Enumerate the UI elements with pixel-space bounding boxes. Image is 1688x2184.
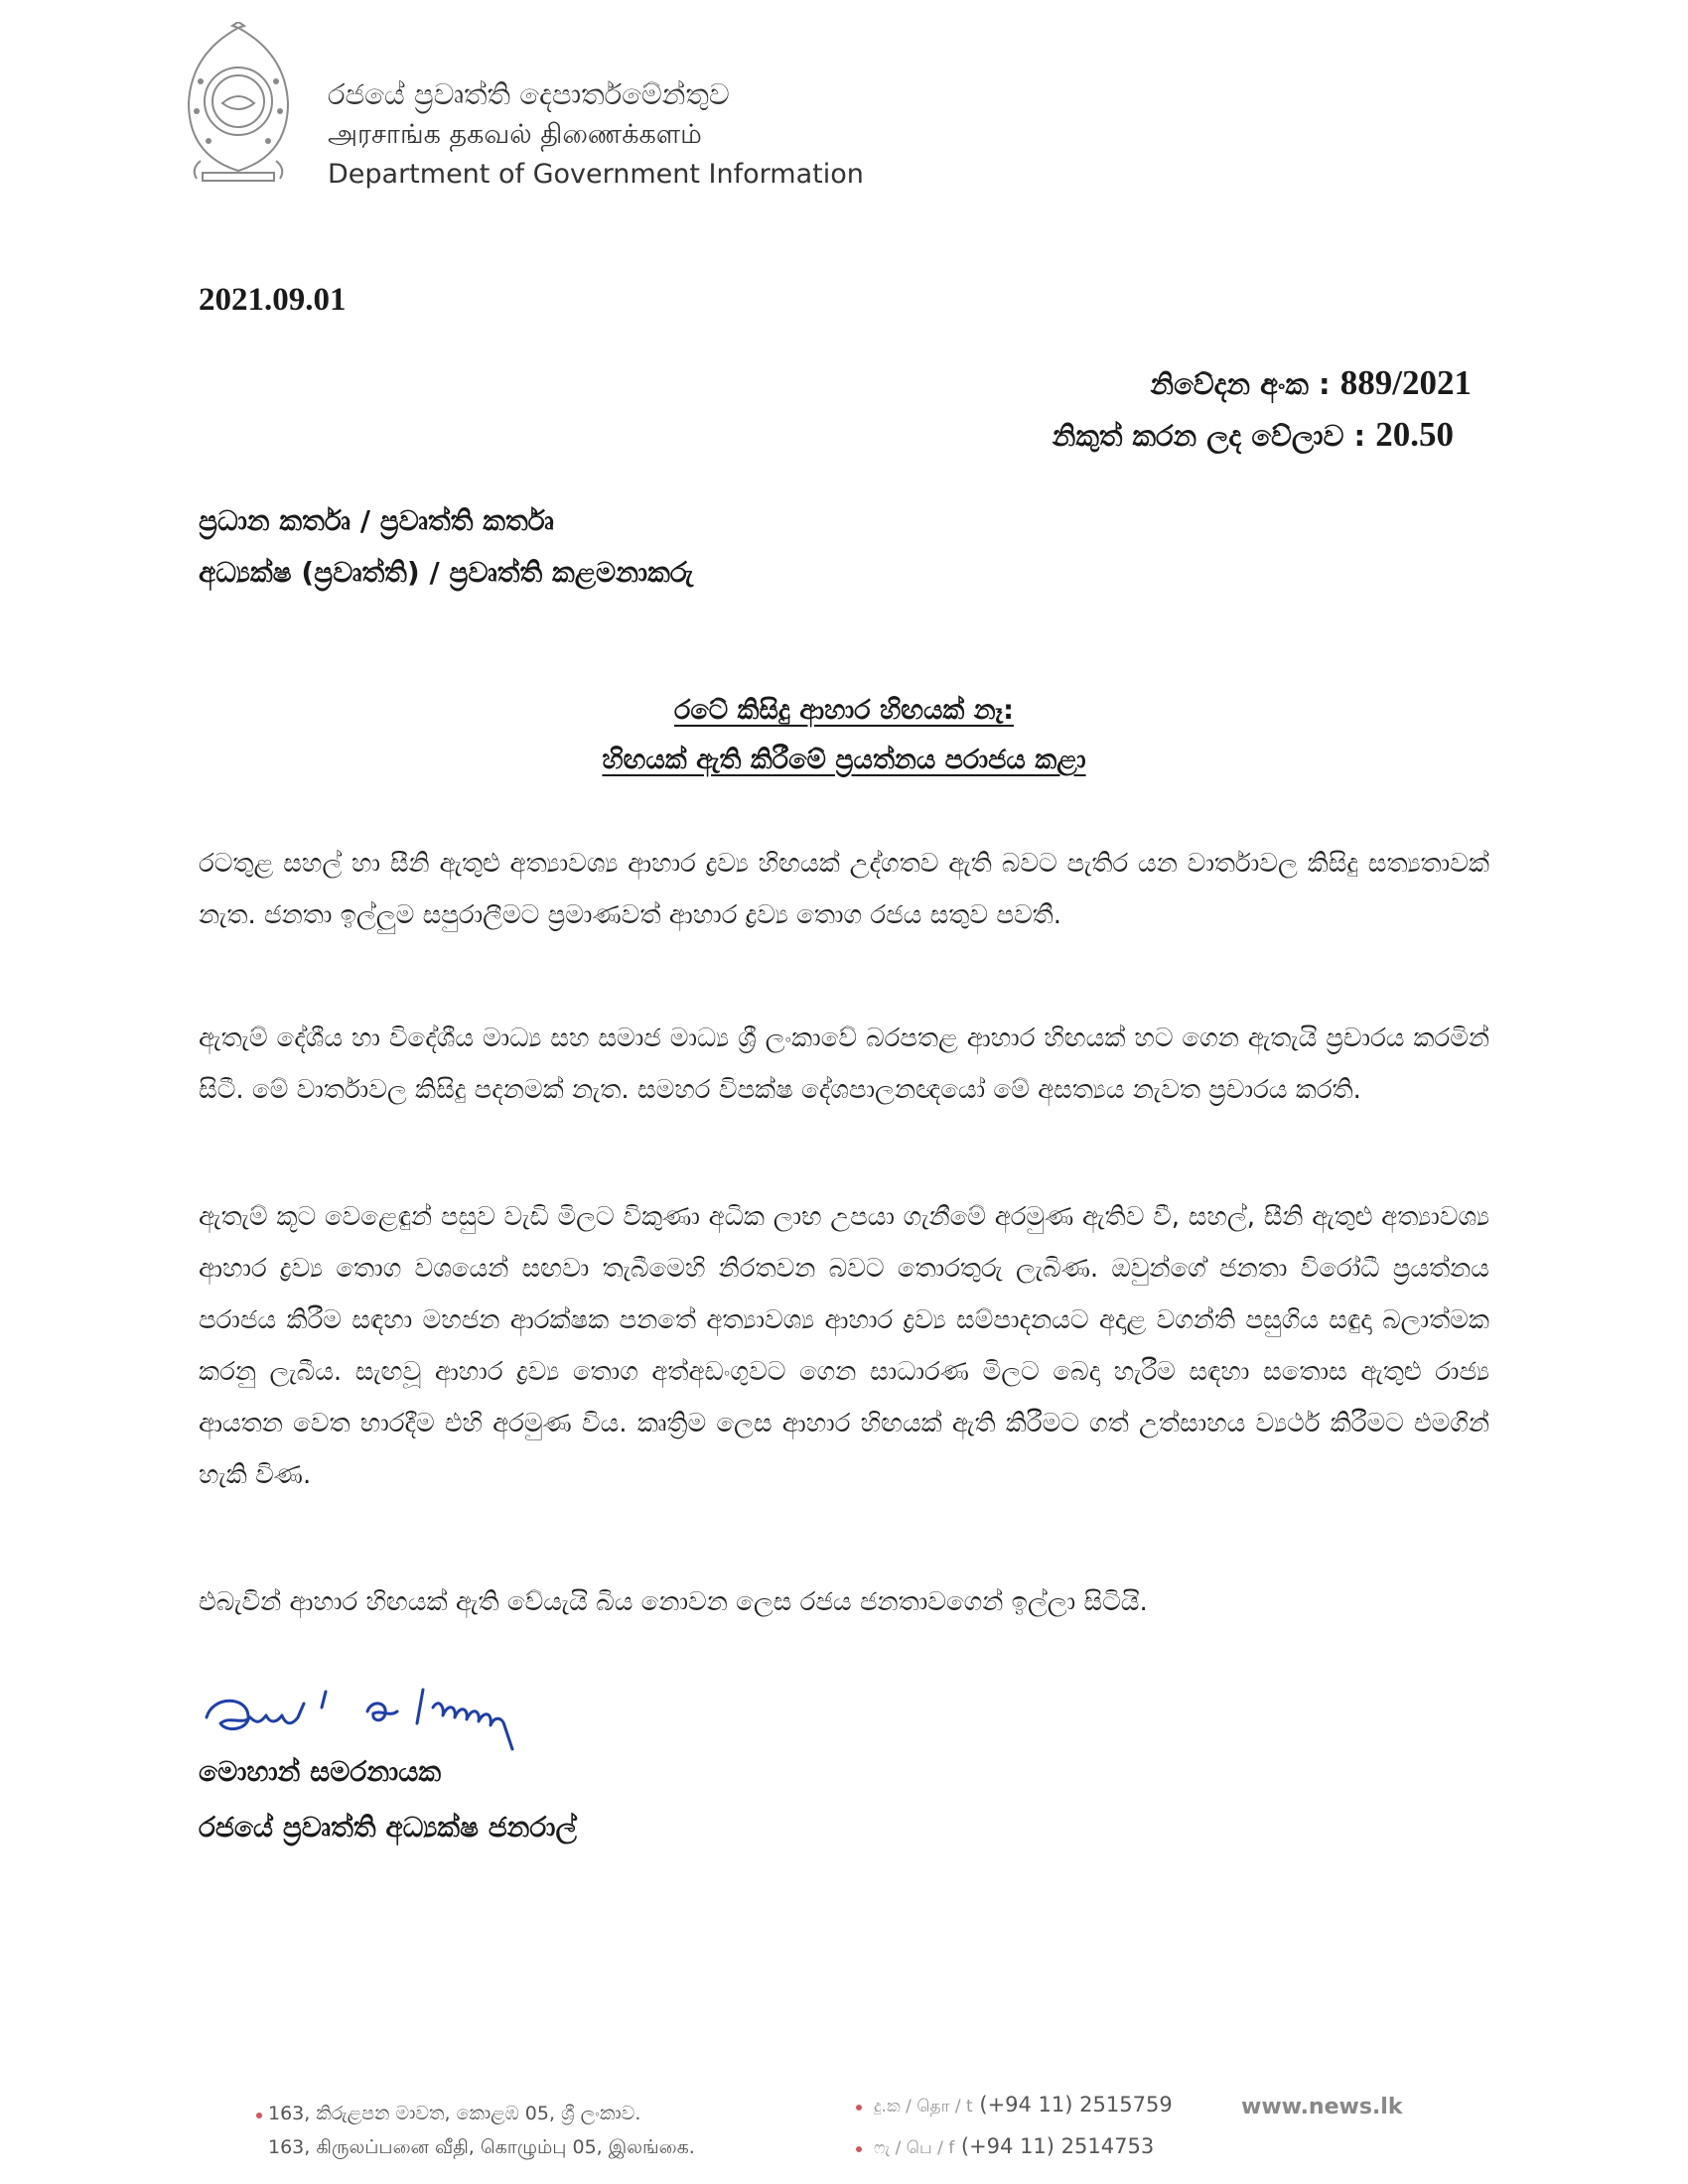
body-paragraph-3: ඇතැම් කූට වෙළෙඳුන් පසුව වැඩි මිලට විකුණා අධික ලාභ උපයා ගැනීමේ අරමුණ ඇතිව වී, සහල්, සීනි ඇතුළු අත්‍යාවශ්‍ය ආහාර ද්‍රව්‍ය තොග වශයෙන් සඟවා තැබීමෙහි නිරතවන බවට තොරතුරු ලැබිණ. ඔවුන්ගේ ජනතා විරෝධී ප්‍රයත්නය පරාජය කිරීම සඳහා මහජන ආරක්ෂක පනතේ අත්‍යාවශ්‍ය ආහාර ද්‍රව්‍ය සම්පාදනයට අදාළ වගන්ති පසුගිය සඳුදා බලාත්මක කරනු ලැබීය. සැඟවූ ආහාර ද්‍රව්‍ය තොග අත්අඩංගුවට ගෙන සාධාරණ මිලට බෙදා හැරීම සඳහා සතොස ඇතුළු රාජ්‍ය ආයතන වෙත භාරදීම එහි අරමුණ විය. කෘත්‍රිම ලෙස ආහාර හිඟයක් ඇති කිරීමට ගත් උත්සාහය ව්‍යර්ථ කිරීමට එමගින් හැකි විණ.: [199, 1202, 1489, 1490]
release-number: 889/2021: [1339, 363, 1472, 402]
body-paragraph-4: එබැවින් ආහාර හිඟයක් ඇති වේයැයි බිය නොවන ලෙස රජය ජනතාවගෙන් ඉල්ලා සිටියි.: [199, 1587, 1148, 1617]
footer-bullet-icon: [856, 2146, 862, 2152]
department-name-sinhala: රජයේ ප්‍රවෘත්ති දෙපාර්තමේන්තුව: [328, 77, 730, 111]
sri-lanka-emblem-logo: [179, 22, 298, 191]
release-date: 2021.09.01: [199, 282, 347, 318]
footer-fax: [874, 2134, 1154, 2160]
issue-time-line: [1053, 415, 1454, 455]
footer-website-link[interactable]: www.news.lk: [1241, 2095, 1403, 2119]
release-number-label: නිවේදන අංක :: [1150, 367, 1331, 401]
fax-number: (+94 11) 2514753: [960, 2134, 1155, 2158]
phone-number: (+94 11) 2515759: [979, 2093, 1173, 2116]
headline-line-2: හිඟයක් ඇති කිරීමේ ප්‍රයත්නය පරාජය කළා: [602, 745, 1086, 775]
footer-bullet-icon: [256, 2113, 262, 2118]
addressee-line-2: අධ්‍යක්ෂ (ප්‍රවෘත්ති) / ප්‍රවෘත්ති කළමනාකරු: [199, 556, 694, 589]
addressee-line-1: ප්‍රධාන කර්තෘ / ප්‍රවෘත්ති කර්තෘ: [199, 504, 554, 537]
phone-label: දු.ක / தொ / t: [874, 2097, 973, 2116]
footer-phone: [874, 2093, 1173, 2118]
department-name-tamil: அரசாங்க தகவல் திணைக்களம்: [328, 119, 702, 150]
footer-address-tamil: 163, கிருலப்பனை வீதி, கொழும்பு 05, இலங்கை.: [268, 2136, 695, 2158]
release-number-line: [1151, 363, 1472, 403]
headline-line-1: රටේ කිසිදු ආහාර හිඟයක් නෑ:: [674, 695, 1014, 726]
footer-address-sinhala: 163, කිරුළපන මාවත, කොළඹ 05, ශ්‍රී ලංකාව.: [268, 2103, 641, 2124]
department-name-english: Department of Government Information: [328, 159, 864, 190]
body-paragraph-1: රටතුළ සහල් හා සීනි ඇතුළු අත්‍යාවශ්‍ය ආහාර ද්‍රව්‍ය හිඟයක් උද්ගතව ඇති බවට පැතිර යන වාර්තාවල කිසිදු සත්‍යතාවක් නැත. ජනතා ඉල්ලුම සපුරාලීමට ප්‍රමාණවත් ආහාර ද්‍රව්‍ය තොග රජය සතුව පවතී.: [199, 849, 1489, 930]
issue-time: 20.50: [1375, 415, 1454, 454]
fax-label: ෆැ / பெ / f: [874, 2138, 955, 2158]
issue-time-label: නිකුත් කරන ලද වේලාව :: [1052, 419, 1366, 453]
signatory-title: රජයේ ප්‍රවෘත්ති අධ්‍යක්ෂ ජනරාල්: [199, 1811, 577, 1843]
signatory-name: මොහාන් සමරනායක: [199, 1755, 442, 1788]
body-paragraph-2: ඇතැම් දේශීය හා විදේශීය මාධ්‍ය සහ සමාජ මාධ්‍ය ශ්‍රී ලංකාවේ බරපතළ ආහාර හිඟයක් හට ගෙන ඇතැයි ප්‍රචාරය කරමින් සිටී. මේ වාර්තාවල කිසිදු පදනමක් නැත. සමහර විපක්ෂ දේශපාලනඥයෝ මේ අසත්‍යය නැවත ප්‍රචාරය කරති.: [199, 1024, 1489, 1105]
handwritten-signature: [199, 1678, 635, 1757]
footer-bullet-icon: [856, 2105, 862, 2111]
